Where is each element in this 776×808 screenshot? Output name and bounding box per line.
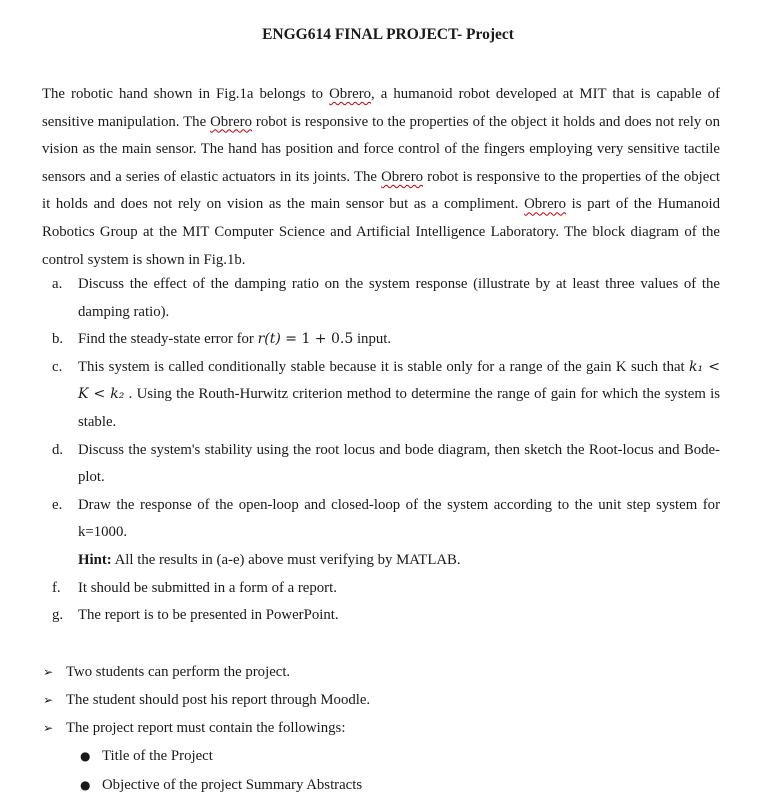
task-item-f xyxy=(0,575,720,603)
note-text: The student should post his report through Moodle. xyxy=(66,692,371,708)
notes-list xyxy=(0,658,776,742)
task-text: This system is called conditionally stable because it is stable only for a range of the gain K such that xyxy=(78,358,690,375)
arrow-bullet-icon: ➢ xyxy=(43,665,54,679)
note-item xyxy=(0,658,776,686)
contents-item xyxy=(0,742,776,771)
contents-text: Title of the Project xyxy=(102,748,213,764)
task-item-g xyxy=(0,602,720,630)
task-item-d xyxy=(0,437,720,492)
page-title: ENGG614 FINAL PROJECT- Project xyxy=(262,26,514,43)
spellcheck-word: Obrero xyxy=(524,196,566,213)
math-expression: k₁ < K < k₂ xyxy=(78,358,721,403)
contents-text: Objective of the project Summary Abstracts xyxy=(102,777,363,793)
contents-item xyxy=(0,771,776,800)
dot-bullet-icon: ● xyxy=(80,749,91,763)
hint-line xyxy=(0,547,776,575)
note-item xyxy=(0,686,776,714)
list-marker: d. xyxy=(52,441,64,458)
task-text: Find the steady-state error for xyxy=(78,331,258,348)
task-item-b xyxy=(0,326,720,354)
list-marker: a. xyxy=(52,276,63,292)
hint-text: All the results in (a-e) above must verifying by MATLAB. xyxy=(111,551,461,568)
list-marker: f. xyxy=(52,579,61,596)
hint-label: Hint: xyxy=(78,551,112,568)
task-list xyxy=(0,271,776,630)
task-text: Discuss the system's stability using the root locus and bode diagram, then sketch the Root-locus and Bode-plot. xyxy=(78,441,720,486)
intro-text-2: , a humanoid robot developed at MIT that is capable of sensitive manipulation. The xyxy=(42,86,721,130)
intro-text-5: is part of the Humanoid Robotics Group at the MIT Computer Science and Artificial Intelligence Laboratory. The block diagram of the control system is shown in Fig.1b. xyxy=(42,196,720,268)
spellcheck-word: Obrero xyxy=(329,86,372,102)
list-marker: g. xyxy=(52,607,64,624)
task-item-c xyxy=(0,354,720,437)
task-text: input. xyxy=(353,331,392,348)
report-contents-list xyxy=(0,742,776,800)
list-marker: c. xyxy=(52,358,63,375)
intro-text-3: robot is responsive to the properties of the object it holds and does not rely on vision as the main sensor. The hand has position and force control of the fingers employing very sensitive tactile sensors and a series of elastic actuators in its joints. The xyxy=(42,113,720,185)
dot-bullet-icon: ● xyxy=(80,778,91,792)
list-marker: b. xyxy=(52,331,64,348)
note-item xyxy=(0,714,776,742)
task-text: . Using the Routh-Hurwitz criterion method to determine the range of gain for which the system is stable. xyxy=(78,386,720,430)
intro-paragraph xyxy=(42,81,720,274)
math-expression: r(t) xyxy=(257,331,281,348)
task-item-e xyxy=(0,492,720,547)
intro-text-1: The robotic hand shown in Fig.1a belongs to xyxy=(42,86,330,102)
arrow-bullet-icon: ➢ xyxy=(43,693,54,707)
intro-text-4: robot is responsive to the properties of the object it holds and does not rely on vision as the main sensor but as a compliment. xyxy=(42,168,720,213)
spellcheck-word: Obrero xyxy=(210,113,252,130)
note-text: Two students can perform the project. xyxy=(66,664,291,680)
task-text: Discuss the effect of the damping ratio on the system response (illustrate by at least three values of the damping ratio). xyxy=(78,276,720,320)
task-item-a xyxy=(0,271,720,326)
note-text: The project report must contain the followings: xyxy=(66,720,346,736)
arrow-bullet-icon: ➢ xyxy=(43,721,54,735)
math-expression: = 1 + 0.5 xyxy=(280,331,354,348)
task-text: Draw the response of the open-loop and closed-loop of the system according to the unit step system for k=1000. xyxy=(78,496,720,541)
task-text: The report is to be presented in PowerPoint. xyxy=(78,607,339,624)
spellcheck-word: Obrero xyxy=(381,168,424,185)
list-marker: e. xyxy=(52,496,63,513)
task-text: It should be submitted in a form of a report. xyxy=(78,579,337,596)
